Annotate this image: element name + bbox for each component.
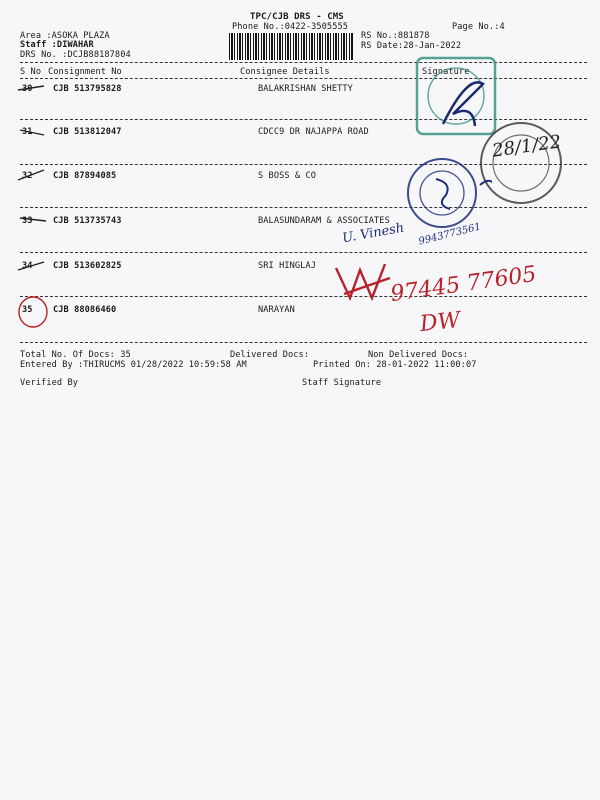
row-consignee: CDCC9 DR NAJAPPA ROAD <box>258 127 369 137</box>
staff-signature: Staff Signature <box>302 378 382 388</box>
non-delivered-docs: Non Delivered Docs: <box>368 350 469 360</box>
strike-mark-33 <box>20 218 46 221</box>
entered-by: Entered By :THIRUCMS 01/28/2022 10:59:58 AM <box>20 360 247 370</box>
row-consignee: SRI HINGLAJ <box>258 261 317 271</box>
strike-mark-34 <box>18 262 44 270</box>
row-sno: 32 <box>22 171 33 181</box>
handwritten-date: 28/1/22 <box>490 131 563 162</box>
doc-title: TPC/CJB DRS - CMS <box>250 12 344 22</box>
row-sno: 31 <box>22 127 33 137</box>
row-consignee: BALASUNDARAM & ASSOCIATES <box>258 216 390 226</box>
page-number: Page No.:4 <box>452 22 505 32</box>
row-consignment: CJB 513812047 <box>53 127 122 137</box>
col-consignment: Consignment No <box>48 67 122 77</box>
col-signature: Signature <box>422 67 470 77</box>
row-consignment: CJB 513795828 <box>53 84 122 94</box>
rs-number: RS No.:881878 <box>361 31 430 41</box>
strike-mark-30 <box>18 86 44 90</box>
row-consignment: CJB 513735743 <box>53 216 122 226</box>
total-docs: Total No. Of Docs: 35 <box>20 350 131 360</box>
verified-by: Verified By <box>20 378 79 388</box>
row-sno: 33 <box>22 216 33 226</box>
row-sno: 30 <box>22 84 33 94</box>
drs-number: DRS No. :DCJB88187804 <box>20 50 131 60</box>
staff-field: Staff :DIWAHAR <box>20 40 94 50</box>
area-field: Area :ASOKA PLAZA <box>20 31 110 41</box>
row-consignee: NARAYAN <box>258 305 295 315</box>
handwritten-initials: DW <box>418 307 462 338</box>
handwritten-phone-row34: 97445 77605 <box>388 261 538 308</box>
row-consignee: BALAKRISHAN SHETTY <box>258 84 353 94</box>
col-sno: S No <box>20 67 42 77</box>
rs-date: RS Date:28-Jan-2022 <box>361 41 462 51</box>
handwritten-phone-row33: 9943773561 <box>417 221 483 248</box>
row-consignment: CJB 88086460 <box>53 305 117 315</box>
strike-mark-31 <box>20 130 44 135</box>
phone-number: Phone No.:0422-3505555 <box>232 22 349 32</box>
row-consignment: CJB 513602825 <box>53 261 122 271</box>
row-sno: 35 <box>22 305 33 315</box>
delivered-docs: Delivered Docs: <box>230 350 310 360</box>
circle-mark-35 <box>19 297 47 327</box>
handwritten-signature-row33: U. Vinesh <box>341 220 406 247</box>
strike-mark-32 <box>18 170 44 180</box>
col-consignee: Consignee Details <box>240 67 330 77</box>
printed-on: Printed On: 28-01-2022 11:00:07 <box>313 360 477 370</box>
row-sno: 34 <box>22 261 33 271</box>
row-consignee: S BOSS & CO <box>258 171 317 181</box>
row-consignment: CJB 87894085 <box>53 171 117 181</box>
